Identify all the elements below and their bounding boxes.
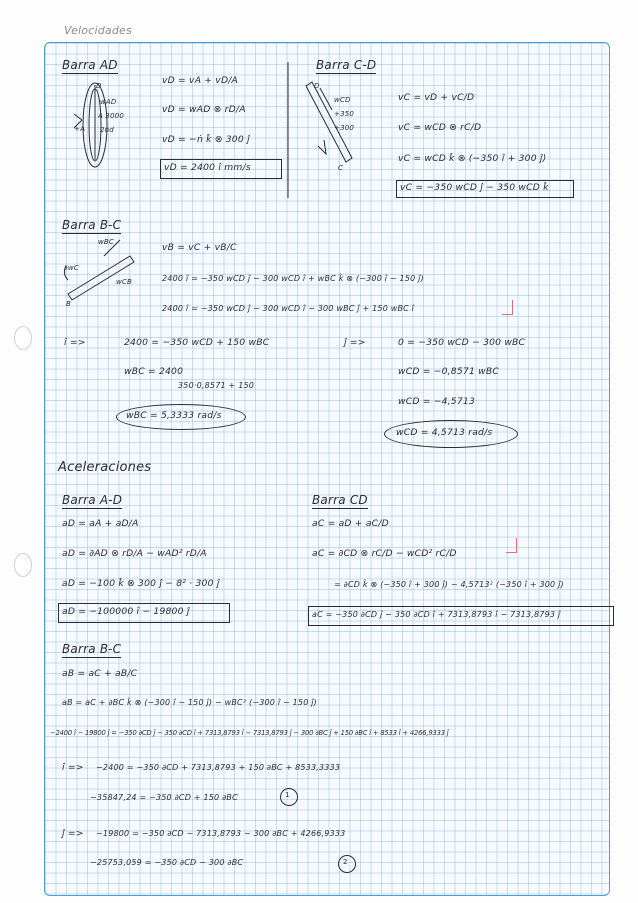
equation: aC = ∂CD ⊗ rC/D − wCD² rC/D bbox=[312, 548, 457, 559]
equation: vD = −ṅ k̂ ⊗ 300 ĵ bbox=[162, 134, 250, 145]
divider-line bbox=[284, 62, 294, 202]
equation: 2400 î = −350 wCD ĵ − 300 wCD î − 300 wBC ĵ + 150 wBC î bbox=[162, 304, 415, 313]
equation: wCD = −0,8571 wBC bbox=[398, 366, 499, 377]
result-wcd: wCD = 4,5713 rad/s bbox=[396, 427, 493, 438]
equation: = ∂CD k̂ ⊗ (−350 î + 300 ĵ) − 4,5713² (−350 î + 300 ĵ) bbox=[334, 580, 564, 589]
sketch-label: D bbox=[314, 82, 320, 90]
sketch-label: 2nd bbox=[100, 126, 114, 134]
heading-acc-barra-cd: Barra CD bbox=[312, 493, 368, 507]
red-mark bbox=[506, 538, 517, 553]
equation: 350·0,8571 + 150 bbox=[178, 381, 255, 390]
result-vc: vC = −350 wCD ĵ − 350 wCD k̂ bbox=[400, 182, 549, 193]
component-label: î => bbox=[62, 762, 84, 773]
equation: −35847,24 = −350 ∂CD + 150 ∂BC bbox=[90, 793, 238, 802]
equation: −19800 = −350 ∂CD − 7313,8793 − 300 ∂BC + 4266,9333 bbox=[96, 829, 346, 838]
sketch-barra-bc bbox=[60, 236, 150, 316]
equation: aB = aC + ∂BC k̂ ⊗ (−300 î − 150 ĵ) − wBC² (−300 î − 150 ĵ) bbox=[62, 698, 317, 707]
result-ac: aC = −350 ∂CD ĵ − 350 ∂CD î + 7313,8793 î − 7313,8793 ĵ bbox=[312, 610, 561, 619]
heading-aceleraciones: Aceleraciones bbox=[58, 460, 152, 475]
equation: −2400 î − 19800 ĵ = −350 ∂CD ĵ − 350 ∂CD î + 7313,8793 î − 7313,8793 ĵ − 300 ∂BC ĵ + 150 ∂BC î + 8533 î + 4266,9333 ĵ bbox=[50, 729, 449, 737]
result-vd: vD = 2400 î mm/s bbox=[164, 162, 251, 173]
equation: aD = aA + aD/A bbox=[62, 518, 139, 529]
sketch-label: wCD bbox=[334, 96, 351, 104]
heading-acc-barra-bc: Barra B-C bbox=[62, 642, 122, 656]
equation: vD = vA + vD/A bbox=[162, 75, 239, 86]
equation: vC = wCD k̂ ⊗ (−350 î + 300 ĵ) bbox=[398, 153, 547, 164]
sketch-label: B bbox=[66, 300, 72, 308]
heading-barra-ad: Barra AD bbox=[62, 58, 118, 72]
equation: −2400 = −350 ∂CD + 7313,8793 + 150 ∂BC + 8533,3333 bbox=[96, 763, 341, 772]
equation-ref: 2 bbox=[343, 858, 348, 866]
binder-hole bbox=[14, 326, 32, 350]
sketch-label: wCB bbox=[116, 278, 133, 286]
component-label: î => bbox=[64, 337, 86, 348]
equation: −25753,059 = −350 ∂CD − 300 ∂BC bbox=[90, 858, 244, 867]
equation: 2400 = −350 wCD + 150 wBC bbox=[124, 337, 270, 348]
sketch-label: wAD bbox=[100, 98, 117, 106]
sketch-label: C bbox=[338, 164, 344, 172]
equation: vD = wAD ⊗ rD/A bbox=[162, 104, 246, 115]
equation: 0 = −350 wCD − 300 wBC bbox=[398, 337, 526, 348]
equation: aD = −100 k̂ ⊗ 300 ĵ − 8² · 300 ĵ bbox=[62, 578, 220, 589]
result-wbc: wBC = 5,3333 rad/s bbox=[126, 410, 222, 421]
equation: wCD = −4,5713 bbox=[398, 396, 475, 407]
equation: 2400 î = −350 wCD ĵ − 300 wCD î + wBC k̂ ⊗ (−300 î − 150 ĵ) bbox=[162, 274, 424, 283]
equation: aD = ∂AD ⊗ rD/A − wAD² rD/A bbox=[62, 548, 207, 559]
heading-acc-barra-ad: Barra A-D bbox=[62, 493, 123, 507]
binder-hole bbox=[14, 553, 32, 577]
sketch-label: A 3000 bbox=[98, 112, 125, 120]
equation: aB = aC + aB/C bbox=[62, 668, 138, 679]
component-label: ĵ => bbox=[62, 828, 84, 839]
equation: vC = wCD ⊗ rC/D bbox=[398, 122, 482, 133]
red-mark bbox=[502, 300, 513, 315]
equation: aC = aD + aC/D bbox=[312, 518, 389, 529]
result-ad: aD = −100000 î − 19800 ĵ bbox=[62, 606, 190, 617]
sketch-label: wBC bbox=[98, 238, 115, 246]
heading-barra-cd: Barra C-D bbox=[316, 58, 377, 72]
equation: wBC = 2400 bbox=[124, 366, 184, 377]
heading-barra-bc: Barra B-C bbox=[62, 218, 122, 232]
equation-ref: 1 bbox=[285, 791, 290, 799]
equation: vC = vD + vC/D bbox=[398, 92, 475, 103]
equation: vB = vC + vB/C bbox=[162, 242, 237, 253]
sketch-label: +A bbox=[74, 125, 86, 133]
component-label: ĵ => bbox=[344, 337, 366, 348]
sketch-label: ∂wC bbox=[64, 264, 79, 272]
sketch-label: D bbox=[96, 82, 102, 90]
page-title: Velocidades bbox=[64, 24, 132, 37]
sketch-label: +350 bbox=[334, 110, 355, 118]
sketch-label: +300 bbox=[334, 124, 355, 132]
